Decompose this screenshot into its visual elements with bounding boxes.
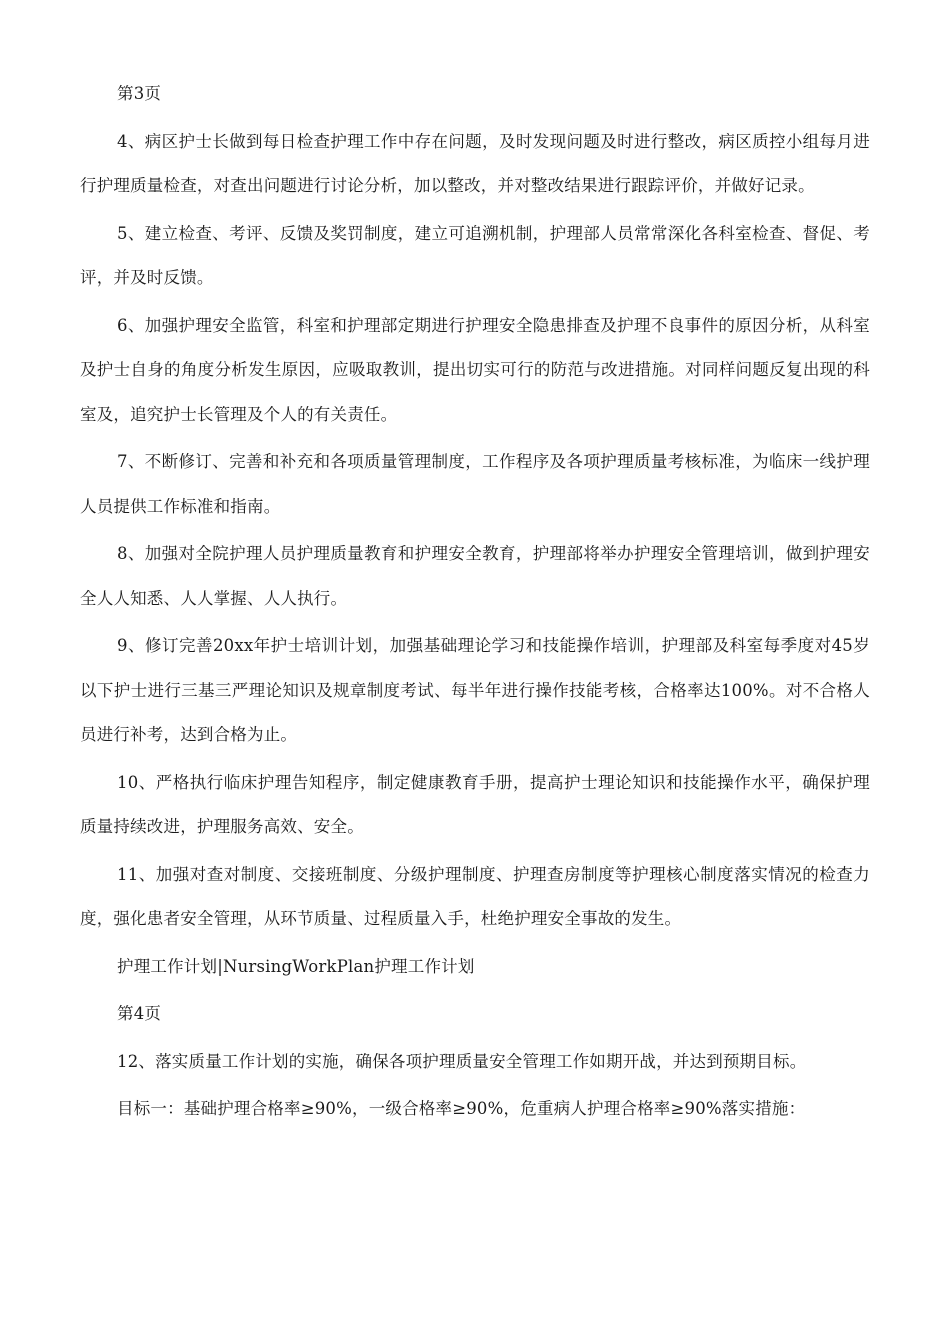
paragraph-item-9: 9、修订完善20xx年护士培训计划，加强基础理论学习和技能操作培训，护理部及科室每季度对45岁以下护士进行三基三严理论知识及规章制度考试、每半年进行操作技能考核，合格率达100%。对不合格人员进行补考，达到合格为止。: [80, 636, 870, 744]
paragraph-item-6: 6、加强护理安全监管，科室和护理部定期进行护理安全隐患排查及护理不良事件的原因分析，从科室及护士自身的角度分析发生原因，应吸取教训，提出切实可行的防范与改进措施。对同样问题反复出现的科室及，追究护士长管理及个人的有关责任。: [80, 315, 870, 424]
document-page: [80, 72, 870, 1132]
page-number-4: 第4页: [117, 1004, 162, 1023]
paragraph-item-4: 4、病区护士长做到每日检查护理工作中存在问题，及时发现问题及时进行整改，病区质控小组每月进行护理质量检查，对查出问题进行讨论分析，加以整改，并对整改结果进行跟踪评价，并做好记录。: [80, 131, 870, 195]
paragraph-item-7: 7、不断修订、完善和补充和各项质量管理制度，工作程序及各项护理质量考核标准，为临床一线护理人员提供工作标准和指南。: [80, 452, 870, 516]
target-one-line: 目标一：基础护理合格率≥90%，一级合格率≥90%，危重病人护理合格率≥90%落实措施：: [117, 1099, 806, 1118]
paragraph-item-11: 11、加强对查对制度、交接班制度、分级护理制度、护理查房制度等护理核心制度落实情况的检查力度，强化患者安全管理，从环节质量、过程质量入手，杜绝护理安全事故的发生。: [80, 864, 870, 928]
paragraph-item-8: 8、加强对全院护理人员护理质量教育和护理安全教育，护理部将举办护理安全管理培训，做到护理安全人人知悉、人人掌握、人人执行。: [80, 544, 870, 608]
paragraph-item-5: 5、建立检查、考评、反馈及奖罚制度，建立可追溯机制，护理部人员常常深化各科室检查、督促、考评，并及时反馈。: [80, 223, 870, 287]
page-number-3: 第3页: [117, 84, 162, 103]
running-header: 护理工作计划|NursingWorkPlan护理工作计划: [117, 956, 475, 976]
paragraph-item-10: 10、严格执行临床护理告知程序，制定健康教育手册，提高护士理论知识和技能操作水平，确保护理质量持续改进，护理服务高效、安全。: [80, 772, 870, 836]
paragraph-item-12: 12、落实质量工作计划的实施，确保各项护理质量安全管理工作如期开战，并达到预期目标。: [117, 1051, 807, 1071]
